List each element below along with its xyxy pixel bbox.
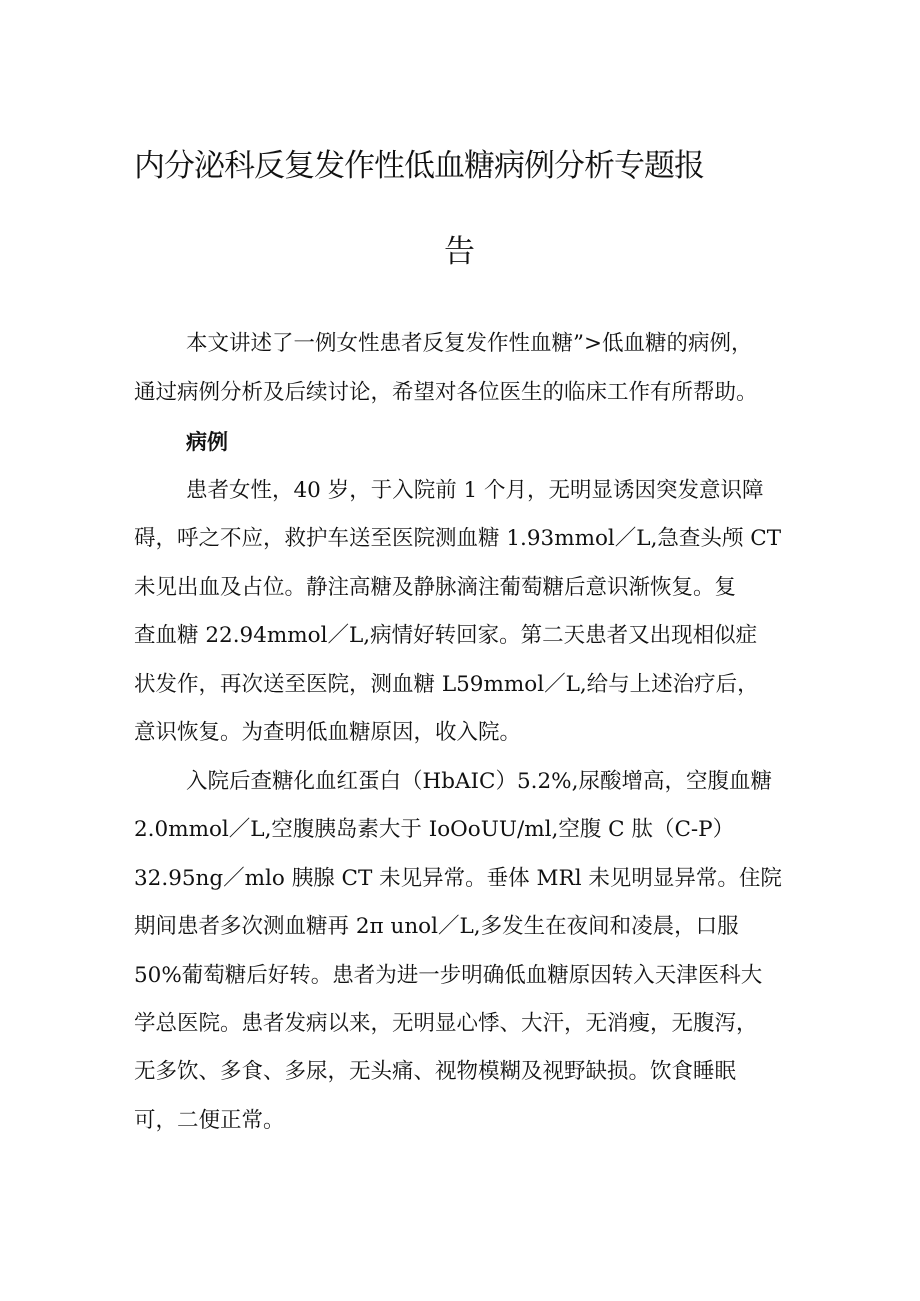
paragraph1-line-5: 状发作，再次送至医院，测血糖 L59mmol／L,给与上述治疗后，: [134, 672, 759, 697]
paragraph1-line-4: 查血糖 22.94mmol／L,病情好转回家。第二天患者又出现相似症: [134, 623, 758, 648]
paragraph2-line-7: 无多饮、多食、多尿，无头痛、视物模糊及视野缺损。饮食睡眠: [134, 1059, 737, 1084]
paragraph2-line-1: 入院后查糖化血红蛋白（HbAIC）5.2%,尿酸增高，空腹血糖: [186, 769, 772, 794]
section-heading: 病例: [186, 430, 228, 454]
document-title-line-1: 内分泌科反复发作性低血糖病例分析专题报: [134, 148, 704, 184]
paragraph2-line-6: 学总医院。患者发病以来，无明显心悸、大汗，无消瘦，无腹泻，: [134, 1011, 758, 1036]
paragraph2-line-4: 期间患者多次测血糖再 2π unol／L,多发生在夜间和凌晨，口服: [134, 914, 739, 939]
paragraph1-line-2: 碍，呼之不应，救护车送至医院测血糖 1.93mmol／L,急查头颅 CT: [134, 526, 782, 551]
paragraph1-line-1: 患者女性，40 岁，于入院前 1 个月，无明显诱因突发意识障: [186, 478, 764, 503]
intro-line-2: 通过病例分析及后续讨论，希望对各位医生的临床工作有所帮助。: [134, 380, 758, 405]
paragraph2-line-2: 2.0mmol／L,空腹胰岛素大于 IoOoUU/ml,空腹 C 肽（C-P）: [134, 817, 735, 842]
paragraph1-line-6: 意识恢复。为查明低血糖原因，收入院。: [134, 720, 522, 745]
paragraph2-line-5: 50%葡萄糖后好转。患者为进一步明确低血糖原因转入天津医科大: [134, 963, 763, 988]
paragraph1-line-3: 未见出血及占位。静注高糖及静脉滴注葡萄糖后意识渐恢复。复: [134, 575, 737, 600]
document-title-line-2: 告: [444, 234, 474, 270]
paragraph2-line-3: 32.95ng／mlo 胰腺 CT 未见异常。垂体 MRl 未见明显异常。住院: [134, 866, 782, 891]
paragraph2-line-8: 可，二便正常。: [134, 1108, 285, 1133]
intro-line-1: 本文讲述了一例女性患者反复发作性血糖”>低血糖的病例，: [186, 331, 753, 356]
